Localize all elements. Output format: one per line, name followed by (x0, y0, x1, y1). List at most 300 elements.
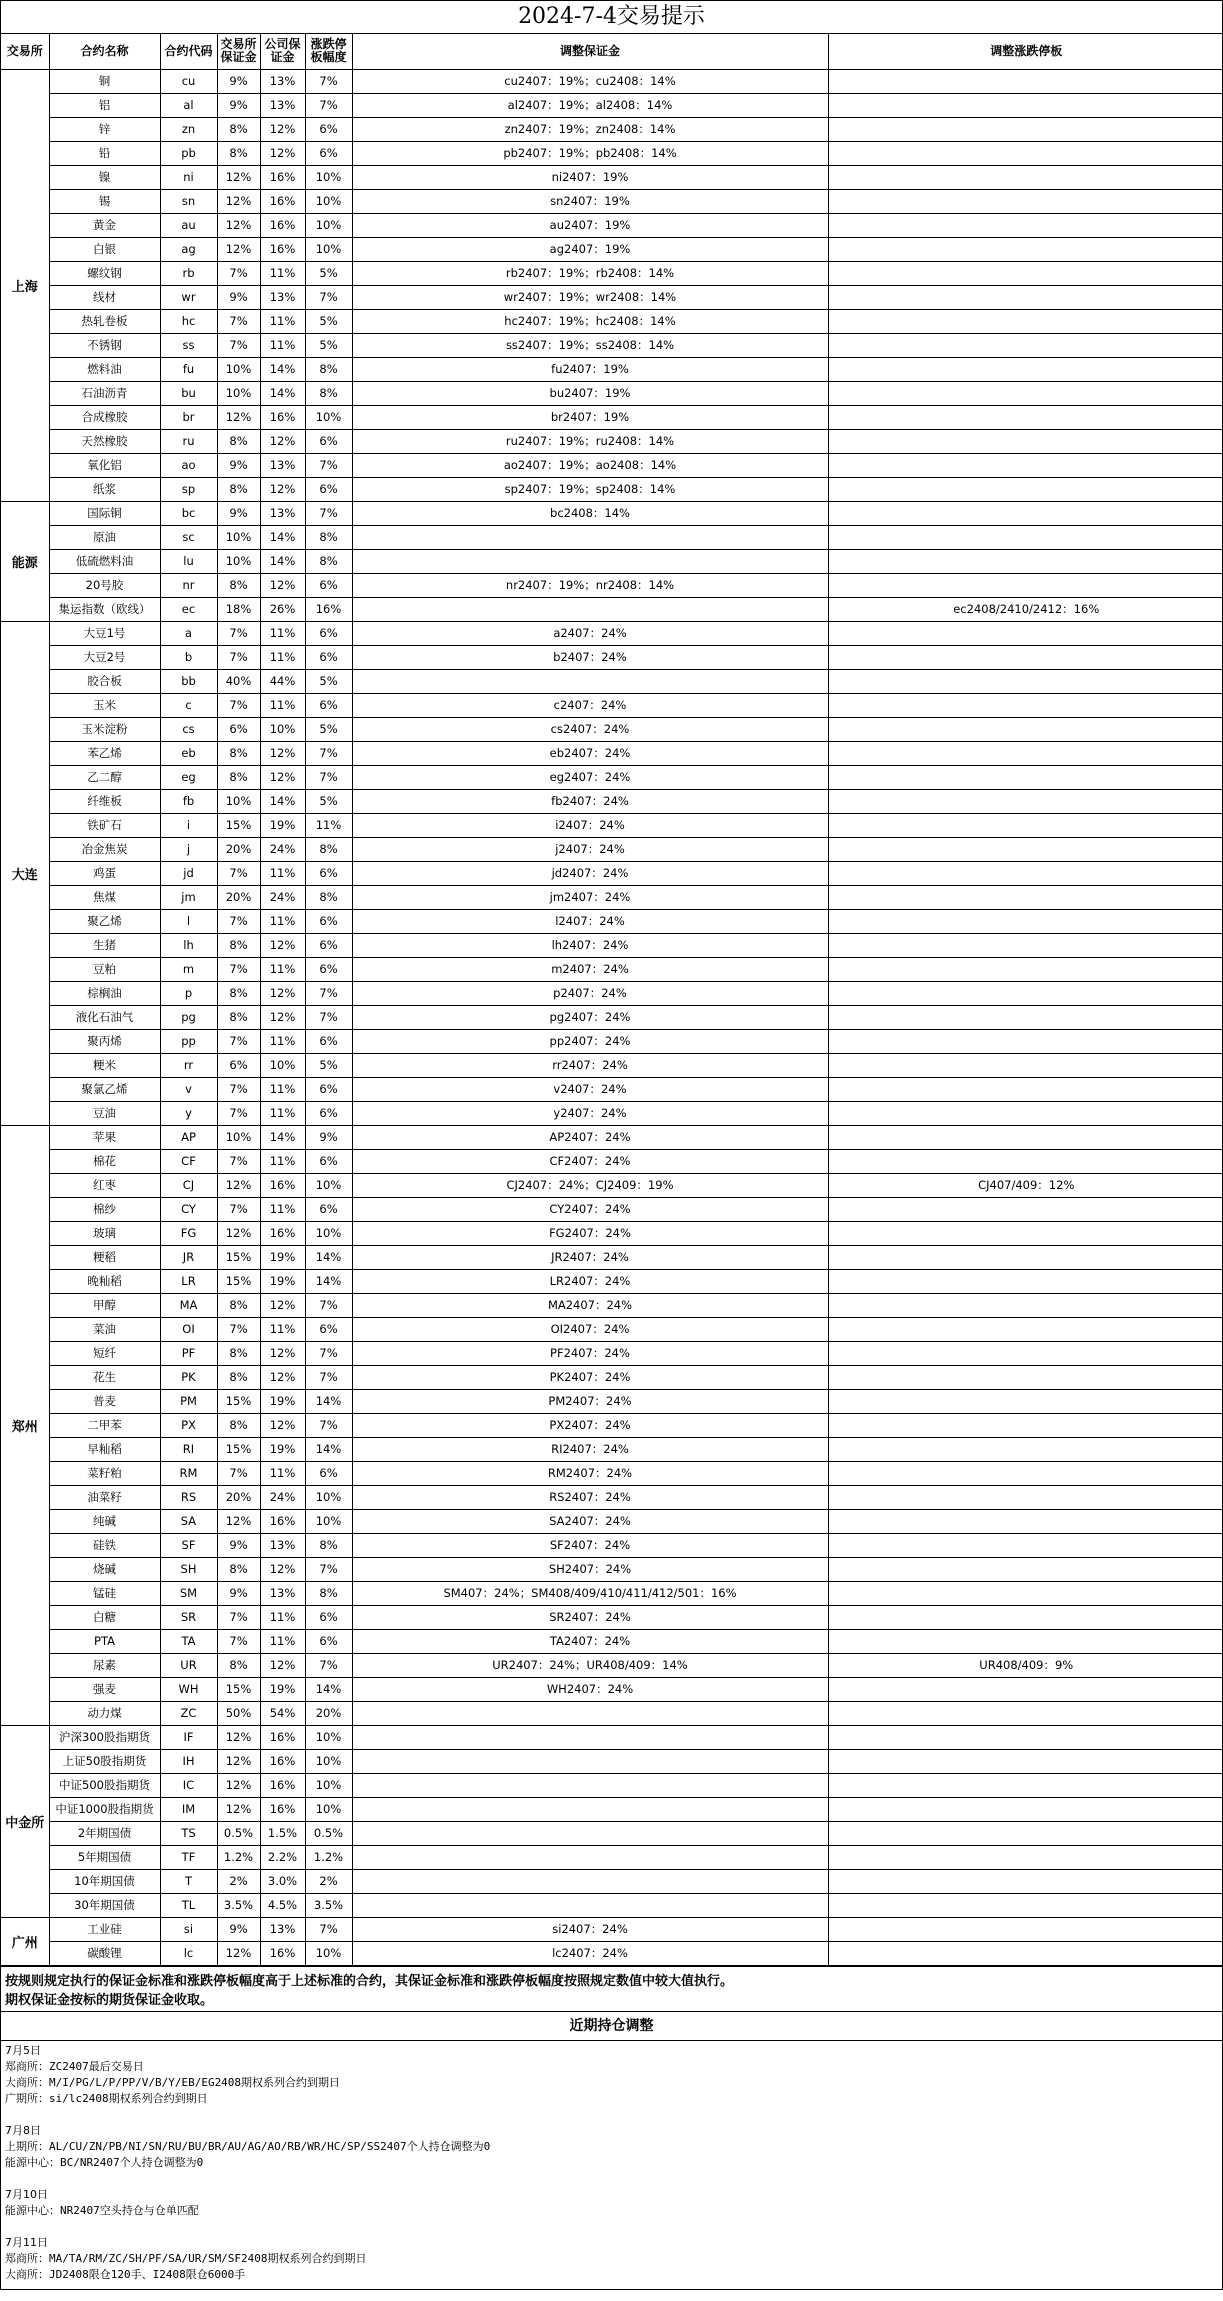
cell-limit: 7% (305, 1413, 352, 1437)
cell-co-margin: 12% (260, 1005, 305, 1029)
cell-name: 豆粕 (49, 957, 160, 981)
cell-adj-limit (828, 1533, 1223, 1557)
cell-adj-margin: eb2407：24% (352, 741, 828, 765)
cell-code: WH (160, 1677, 217, 1701)
cell-co-margin: 11% (260, 1077, 305, 1101)
cell-ex-margin: 8% (217, 1365, 260, 1389)
cell-ex-margin: 12% (217, 1773, 260, 1797)
table-row (1, 1005, 1223, 1029)
cell-limit: 2% (305, 1869, 352, 1893)
cell-name: 热轧卷板 (49, 309, 160, 333)
cell-ex-margin: 40% (217, 669, 260, 693)
cell-name: 普麦 (49, 1389, 160, 1413)
cell-limit: 7% (305, 741, 352, 765)
cell-adj-margin: y2407：24% (352, 1101, 828, 1125)
cell-code: PK (160, 1365, 217, 1389)
cell-ex-margin: 10% (217, 1125, 260, 1149)
cell-name: 鸡蛋 (49, 861, 160, 885)
cell-adj-margin: MA2407：24% (352, 1293, 828, 1317)
table-row (1, 981, 1223, 1005)
cell-limit: 8% (305, 1581, 352, 1605)
cell-co-margin: 14% (260, 1125, 305, 1149)
cell-adj-limit (828, 1917, 1223, 1941)
cell-limit: 6% (305, 1629, 352, 1653)
cell-name: 苹果 (49, 1125, 160, 1149)
cell-adj-margin: SR2407：24% (352, 1605, 828, 1629)
cell-co-margin: 11% (260, 261, 305, 285)
cell-adj-margin (352, 1749, 828, 1773)
table-row (1, 1269, 1223, 1293)
exchange-cell: 上海 (1, 69, 49, 501)
cell-adj-margin: hc2407：19%；hc2408：14% (352, 309, 828, 333)
cell-limit: 10% (305, 1797, 352, 1821)
cell-co-margin: 16% (260, 1509, 305, 1533)
table-row (1, 1293, 1223, 1317)
cell-code: AP (160, 1125, 217, 1149)
position-date: 7月11日 (5, 2235, 48, 2249)
table-row (1, 669, 1223, 693)
cell-code: IF (160, 1725, 217, 1749)
cell-ex-margin: 8% (217, 765, 260, 789)
cell-code: PM (160, 1389, 217, 1413)
cell-code: RI (160, 1437, 217, 1461)
cell-adj-margin: cs2407：24% (352, 717, 828, 741)
cell-limit: 6% (305, 861, 352, 885)
table-row (1, 909, 1223, 933)
cell-limit: 0.5% (305, 1821, 352, 1845)
cell-code: rb (160, 261, 217, 285)
cell-adj-limit (828, 1221, 1223, 1245)
cell-ex-margin: 7% (217, 1029, 260, 1053)
cell-code: ZC (160, 1701, 217, 1725)
cell-adj-limit (828, 453, 1223, 477)
cell-limit: 6% (305, 141, 352, 165)
cell-code: zn (160, 117, 217, 141)
cell-name: 中证1000股指期货 (49, 1797, 160, 1821)
cell-ex-margin: 8% (217, 429, 260, 453)
cell-limit: 5% (305, 261, 352, 285)
note-line: 期权保证金按标的期货保证金收取。 (5, 1992, 214, 2008)
cell-adj-limit (828, 549, 1223, 573)
cell-co-margin: 11% (260, 1029, 305, 1053)
cell-adj-margin (352, 1773, 828, 1797)
cell-co-margin: 2.2% (260, 1845, 305, 1869)
cell-adj-limit (828, 621, 1223, 645)
cell-name: 二甲苯 (49, 1413, 160, 1437)
cell-co-margin: 11% (260, 861, 305, 885)
position-line: 郑商所：MA/TA/RM/ZC/SH/PF/SA/UR/SM/SF2408期权系列合约到期日 (5, 2251, 367, 2265)
cell-adj-limit (828, 1461, 1223, 1485)
table-row (1, 1725, 1223, 1749)
cell-co-margin: 11% (260, 957, 305, 981)
table-row (1, 597, 1223, 621)
cell-adj-margin: TA2407：24% (352, 1629, 828, 1653)
table-row (1, 1629, 1223, 1653)
cell-name: 集运指数（欧线） (49, 597, 160, 621)
cell-co-margin: 13% (260, 501, 305, 525)
table-row (1, 1869, 1223, 1893)
table-row (1, 1101, 1223, 1125)
table-row (1, 1053, 1223, 1077)
cell-limit: 7% (305, 69, 352, 93)
table-row (1, 285, 1223, 309)
cell-adj-margin: SA2407：24% (352, 1509, 828, 1533)
cell-limit: 7% (305, 1653, 352, 1677)
cell-ex-margin: 7% (217, 309, 260, 333)
cell-name: 沪深300股指期货 (49, 1725, 160, 1749)
cell-code: SA (160, 1509, 217, 1533)
cell-name: 铅 (49, 141, 160, 165)
cell-name: 原油 (49, 525, 160, 549)
cell-adj-margin: RM2407：24% (352, 1461, 828, 1485)
cell-limit: 6% (305, 909, 352, 933)
cell-co-margin: 16% (260, 189, 305, 213)
cell-code: rr (160, 1053, 217, 1077)
cell-name: 低硫燃料油 (49, 549, 160, 573)
cell-co-margin: 19% (260, 1269, 305, 1293)
cell-ex-margin: 7% (217, 1149, 260, 1173)
cell-co-margin: 12% (260, 573, 305, 597)
cell-limit: 10% (305, 1773, 352, 1797)
cell-adj-limit (828, 1941, 1223, 1965)
cell-adj-limit (828, 1341, 1223, 1365)
cell-name: 动力煤 (49, 1701, 160, 1725)
table-row (1, 1509, 1223, 1533)
cell-limit: 7% (305, 1293, 352, 1317)
cell-adj-limit (828, 1821, 1223, 1845)
cell-limit: 14% (305, 1389, 352, 1413)
cell-code: JR (160, 1245, 217, 1269)
cell-ex-margin: 7% (217, 621, 260, 645)
cell-code: nr (160, 573, 217, 597)
cell-co-margin: 12% (260, 765, 305, 789)
cell-adj-limit (828, 1413, 1223, 1437)
cell-limit: 7% (305, 501, 352, 525)
cell-co-margin: 13% (260, 93, 305, 117)
cell-name: 螺纹钢 (49, 261, 160, 285)
cell-code: TF (160, 1845, 217, 1869)
cell-adj-limit (828, 717, 1223, 741)
cell-adj-limit (828, 309, 1223, 333)
table-row (1, 1365, 1223, 1389)
position-line: 郑商所：ZC2407最后交易日 (5, 2059, 144, 2073)
cell-name: 2年期国债 (49, 1821, 160, 1845)
table-row (1, 93, 1223, 117)
cell-name: 大豆2号 (49, 645, 160, 669)
cell-name: 尿素 (49, 1653, 160, 1677)
cell-co-margin: 3.0% (260, 1869, 305, 1893)
cell-ex-margin: 9% (217, 501, 260, 525)
cell-ex-margin: 8% (217, 477, 260, 501)
cell-limit: 5% (305, 333, 352, 357)
cell-adj-limit (828, 1557, 1223, 1581)
cell-limit: 7% (305, 1917, 352, 1941)
cell-adj-margin: RS2407：24% (352, 1485, 828, 1509)
table-row (1, 1845, 1223, 1869)
table-row (1, 885, 1223, 909)
position-line: 大商所：JD2408限仓120手、I2408限仓6000手 (5, 2267, 246, 2281)
table-row (1, 1341, 1223, 1365)
cell-code: sn (160, 189, 217, 213)
cell-adj-limit (828, 213, 1223, 237)
cell-name: 粳米 (49, 1053, 160, 1077)
cell-co-margin: 11% (260, 309, 305, 333)
cell-adj-limit (828, 1509, 1223, 1533)
cell-adj-limit (828, 1485, 1223, 1509)
cell-name: 乙二醇 (49, 765, 160, 789)
cell-adj-margin: CJ2407：24%；CJ2409：19% (352, 1173, 828, 1197)
table-row (1, 381, 1223, 405)
cell-limit: 6% (305, 1029, 352, 1053)
cell-code: ag (160, 237, 217, 261)
cell-adj-margin: pg2407：24% (352, 1005, 828, 1029)
position-line: 能源中心：NR2407空头持仓与仓单匹配 (5, 2203, 199, 2217)
cell-limit: 5% (305, 309, 352, 333)
position-date: 7月5日 (5, 2043, 41, 2057)
table-row (1, 1485, 1223, 1509)
cell-name: 聚丙烯 (49, 1029, 160, 1053)
cell-ex-margin: 7% (217, 1101, 260, 1125)
cell-name: 生猪 (49, 933, 160, 957)
cell-ex-margin: 12% (217, 237, 260, 261)
cell-limit: 10% (305, 213, 352, 237)
cell-ex-margin: 12% (217, 1749, 260, 1773)
cell-code: TL (160, 1893, 217, 1917)
table-row (1, 717, 1223, 741)
cell-adj-limit (828, 1365, 1223, 1389)
cell-co-margin: 26% (260, 597, 305, 621)
cell-limit: 6% (305, 117, 352, 141)
cell-limit: 10% (305, 405, 352, 429)
cell-adj-limit (828, 1773, 1223, 1797)
header-adjusted-margin: 调整保证金 (352, 34, 828, 69)
cell-adj-margin: WH2407：24% (352, 1677, 828, 1701)
cell-adj-limit (828, 189, 1223, 213)
cell-limit: 11% (305, 813, 352, 837)
cell-adj-margin (352, 669, 828, 693)
position-group (5, 2187, 1218, 2219)
cell-adj-margin: au2407：19% (352, 213, 828, 237)
cell-adj-margin: SF2407：24% (352, 1533, 828, 1557)
cell-code: sp (160, 477, 217, 501)
cell-code: bc (160, 501, 217, 525)
cell-adj-margin: lh2407：24% (352, 933, 828, 957)
cell-co-margin: 19% (260, 1389, 305, 1413)
cell-code: fu (160, 357, 217, 381)
cell-ex-margin: 12% (217, 1509, 260, 1533)
cell-name: 天然橡胶 (49, 429, 160, 453)
cell-name: 冶金焦炭 (49, 837, 160, 861)
margin-table (1, 34, 1223, 1966)
cell-name: 强麦 (49, 1677, 160, 1701)
cell-ex-margin: 7% (217, 1629, 260, 1653)
cell-name: 粳稻 (49, 1245, 160, 1269)
cell-code: a (160, 621, 217, 645)
cell-code: RM (160, 1461, 217, 1485)
cell-code: p (160, 981, 217, 1005)
cell-name: 聚氯乙烯 (49, 1077, 160, 1101)
cell-code: pp (160, 1029, 217, 1053)
cell-code: l (160, 909, 217, 933)
cell-adj-margin: sp2407：19%；sp2408：14% (352, 477, 828, 501)
cell-ex-margin: 8% (217, 1653, 260, 1677)
cell-adj-margin: b2407：24% (352, 645, 828, 669)
cell-co-margin: 12% (260, 477, 305, 501)
cell-code: pg (160, 1005, 217, 1029)
cell-limit: 1.2% (305, 1845, 352, 1869)
cell-ex-margin: 15% (217, 813, 260, 837)
cell-limit: 8% (305, 549, 352, 573)
cell-ex-margin: 9% (217, 69, 260, 93)
table-row (1, 429, 1223, 453)
cell-adj-limit (828, 1125, 1223, 1149)
cell-limit: 10% (305, 1509, 352, 1533)
cell-co-margin: 11% (260, 1101, 305, 1125)
cell-ex-margin: 10% (217, 357, 260, 381)
table-row (1, 573, 1223, 597)
cell-name: 锡 (49, 189, 160, 213)
cell-adj-margin: jd2407：24% (352, 861, 828, 885)
cell-code: CY (160, 1197, 217, 1221)
cell-code: IM (160, 1797, 217, 1821)
cell-limit: 3.5% (305, 1893, 352, 1917)
cell-name: PTA (49, 1629, 160, 1653)
cell-code: bb (160, 669, 217, 693)
table-row (1, 525, 1223, 549)
cell-ex-margin: 12% (217, 1221, 260, 1245)
cell-code: y (160, 1101, 217, 1125)
cell-ex-margin: 8% (217, 1413, 260, 1437)
cell-code: ni (160, 165, 217, 189)
cell-ex-margin: 7% (217, 1317, 260, 1341)
table-row (1, 1413, 1223, 1437)
cell-adj-limit (828, 165, 1223, 189)
cell-co-margin: 11% (260, 645, 305, 669)
cell-adj-limit (828, 1437, 1223, 1461)
cell-co-margin: 12% (260, 933, 305, 957)
cell-limit: 8% (305, 1533, 352, 1557)
cell-adj-limit (828, 837, 1223, 861)
cell-co-margin: 12% (260, 1293, 305, 1317)
cell-adj-limit (828, 645, 1223, 669)
cell-adj-margin: sn2407：19% (352, 189, 828, 213)
cell-name: 红枣 (49, 1173, 160, 1197)
cell-code: cu (160, 69, 217, 93)
cell-ex-margin: 12% (217, 1797, 260, 1821)
cell-ex-margin: 2% (217, 1869, 260, 1893)
cell-adj-limit (828, 573, 1223, 597)
cell-ex-margin: 8% (217, 981, 260, 1005)
cell-co-margin: 16% (260, 1797, 305, 1821)
cell-limit: 5% (305, 669, 352, 693)
cell-adj-limit: CJ407/409：12% (828, 1173, 1223, 1197)
cell-ex-margin: 9% (217, 1581, 260, 1605)
cell-ex-margin: 12% (217, 1941, 260, 1965)
position-line: 大商所：M/I/PG/L/P/PP/V/B/Y/EB/EG2408期权系列合约到期日 (5, 2075, 341, 2089)
cell-name: 大豆1号 (49, 621, 160, 645)
cell-co-margin: 14% (260, 381, 305, 405)
cell-ex-margin: 9% (217, 1917, 260, 1941)
cell-ex-margin: 7% (217, 909, 260, 933)
table-row (1, 1149, 1223, 1173)
table-row (1, 1389, 1223, 1413)
cell-adj-margin: m2407：24% (352, 957, 828, 981)
cell-ex-margin: 20% (217, 885, 260, 909)
cell-adj-limit (828, 117, 1223, 141)
cell-ex-margin: 12% (217, 165, 260, 189)
cell-code: ru (160, 429, 217, 453)
cell-adj-limit (828, 381, 1223, 405)
cell-adj-limit (828, 813, 1223, 837)
cell-name: 苯乙烯 (49, 741, 160, 765)
table-row (1, 549, 1223, 573)
cell-name: 铁矿石 (49, 813, 160, 837)
table-row (1, 189, 1223, 213)
cell-name: 锰硅 (49, 1581, 160, 1605)
cell-code: TA (160, 1629, 217, 1653)
cell-adj-margin: ag2407：19% (352, 237, 828, 261)
cell-limit: 14% (305, 1245, 352, 1269)
exchange-cell: 广州 (1, 1917, 49, 1965)
cell-adj-margin: eg2407：24% (352, 765, 828, 789)
cell-adj-limit (828, 1677, 1223, 1701)
cell-co-margin: 16% (260, 165, 305, 189)
cell-ex-margin: 7% (217, 861, 260, 885)
table-row (1, 1173, 1223, 1197)
cell-ex-margin: 7% (217, 1197, 260, 1221)
cell-code: bu (160, 381, 217, 405)
cell-co-margin: 24% (260, 837, 305, 861)
cell-code: cs (160, 717, 217, 741)
position-line: 上期所：AL/CU/ZN/PB/NI/SN/RU/BU/BR/AU/AG/AO/RB/WR/HC/SP/SS2407个人持仓调整为0 (5, 2139, 491, 2153)
cell-adj-margin: PX2407：24% (352, 1413, 828, 1437)
cell-ex-margin: 7% (217, 1605, 260, 1629)
cell-adj-limit (828, 69, 1223, 93)
cell-co-margin: 19% (260, 1437, 305, 1461)
cell-adj-limit (828, 861, 1223, 885)
cell-adj-limit (828, 1149, 1223, 1173)
cell-adj-limit (828, 1797, 1223, 1821)
cell-adj-limit (828, 333, 1223, 357)
cell-limit: 6% (305, 1461, 352, 1485)
position-date: 7月8日 (5, 2123, 41, 2137)
cell-limit: 10% (305, 237, 352, 261)
cell-name: 菜籽粕 (49, 1461, 160, 1485)
table-header-row (1, 34, 1223, 69)
cell-code: lu (160, 549, 217, 573)
table-row (1, 1029, 1223, 1053)
cell-limit: 14% (305, 1437, 352, 1461)
cell-adj-margin: l2407：24% (352, 909, 828, 933)
cell-adj-margin: c2407：24% (352, 693, 828, 717)
cell-co-margin: 16% (260, 1173, 305, 1197)
cell-code: j (160, 837, 217, 861)
cell-co-margin: 16% (260, 1749, 305, 1773)
cell-code: SH (160, 1557, 217, 1581)
cell-adj-margin: PM2407：24% (352, 1389, 828, 1413)
cell-adj-margin (352, 1725, 828, 1749)
table-row (1, 1221, 1223, 1245)
cell-ex-margin: 7% (217, 333, 260, 357)
cell-adj-margin: zn2407：19%；zn2408：14% (352, 117, 828, 141)
cell-code: OI (160, 1317, 217, 1341)
cell-adj-margin: si2407：24% (352, 1917, 828, 1941)
cell-adj-margin: ao2407：19%；ao2408：14% (352, 453, 828, 477)
cell-name: 30年期国债 (49, 1893, 160, 1917)
cell-adj-margin (352, 1869, 828, 1893)
cell-code: ao (160, 453, 217, 477)
exchange-cell: 大连 (1, 621, 49, 1125)
